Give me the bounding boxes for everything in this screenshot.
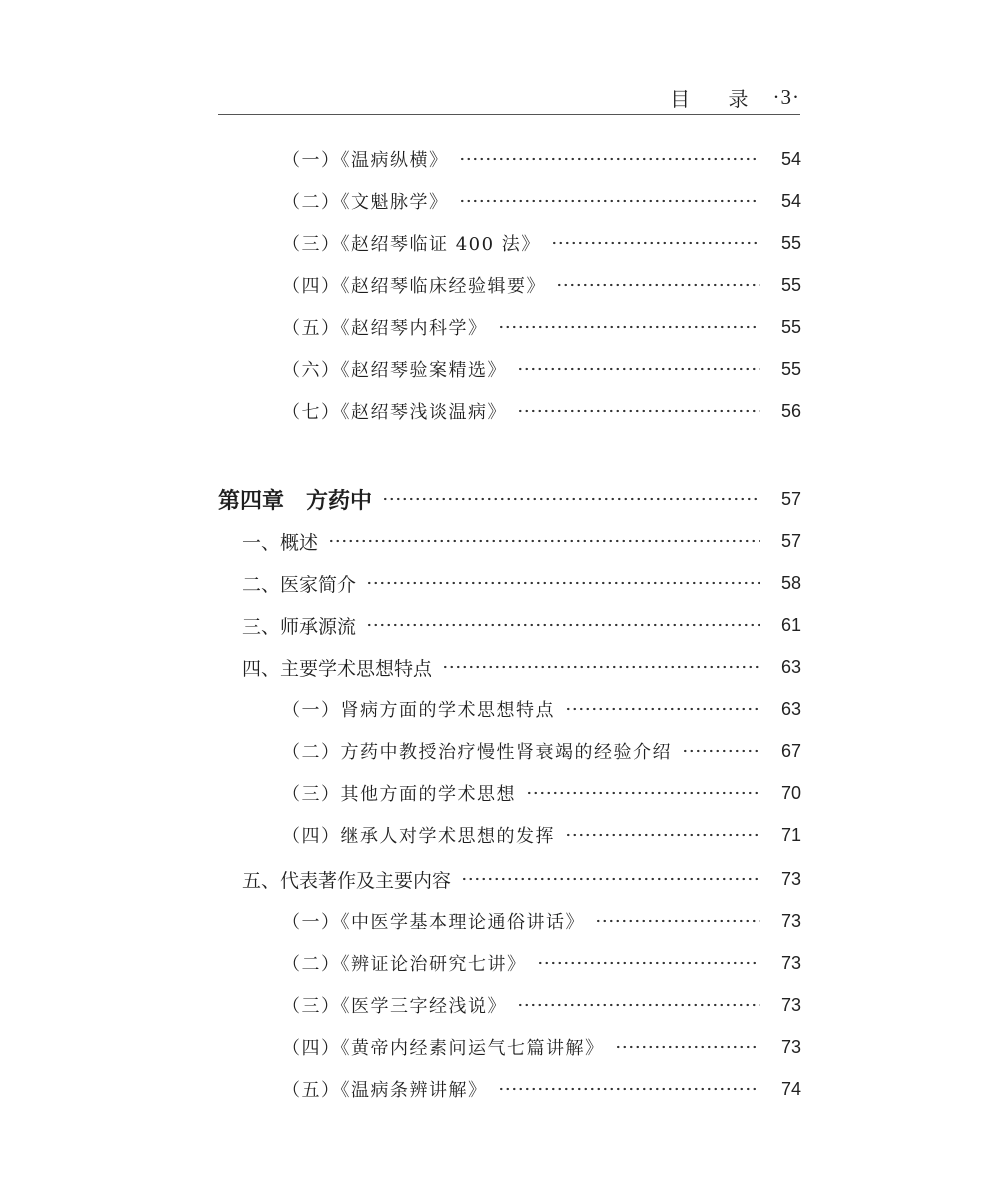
toc-entry-sub[interactable]: [0, 736, 1000, 766]
toc-entry-title: （三）《医学三字经浅说》: [282, 996, 507, 1017]
toc-entry-section[interactable]: [0, 526, 1000, 556]
dot-leader: [595, 919, 760, 923]
toc-entry-section[interactable]: [0, 652, 1000, 682]
dot-leader: [498, 325, 760, 329]
dot-leader: [382, 497, 760, 501]
toc-entry-title: 二、医家简介: [242, 573, 357, 596]
toc-entry-title: （一）《中医学基本理论通俗讲话》: [282, 912, 585, 933]
toc-entry-page: 58: [780, 572, 801, 593]
toc-entry-sub[interactable]: [0, 1074, 1000, 1104]
dot-leader: [556, 283, 760, 287]
toc-entry-title: （一）《温病纵横》: [282, 150, 449, 171]
dot-leader: [526, 791, 760, 795]
toc-entry-page: 55: [780, 316, 801, 337]
dot-leader: [459, 157, 760, 161]
toc-entry-section[interactable]: [0, 610, 1000, 640]
dot-leader: [551, 241, 760, 245]
toc-entry-sub[interactable]: [0, 354, 1000, 384]
dot-leader: [517, 409, 760, 413]
dot-leader: [537, 961, 760, 965]
dot-leader: [565, 833, 760, 837]
toc-entry-page: 61: [780, 614, 801, 635]
toc-entry-page: 56: [780, 400, 801, 421]
toc-entry-title: （二）方药中教授治疗慢性肾衰竭的经验介绍: [282, 742, 672, 763]
dot-leader: [517, 1003, 760, 1007]
toc-entry-sub[interactable]: [0, 270, 1000, 300]
dot-leader: [461, 877, 760, 881]
toc-entry-title: （二）《辨证论治研究七讲》: [282, 954, 527, 975]
toc-entry-title: （四）继承人对学术思想的发挥: [282, 826, 555, 847]
toc-entry-title: 五、代表著作及主要内容: [242, 869, 452, 892]
toc-entry-section[interactable]: [0, 864, 1000, 894]
toc-entry-title: 三、师承源流: [242, 615, 357, 638]
toc-entry-title: （四）《黄帝内经素问运气七篇讲解》: [282, 1038, 605, 1059]
dot-leader: [459, 199, 760, 203]
toc-entry-title: 四、主要学术思想特点: [242, 657, 433, 680]
toc-entry-page: 73: [780, 910, 801, 931]
toc-entry-sub[interactable]: [0, 990, 1000, 1020]
toc-entry-page: 63: [780, 698, 801, 719]
toc-entry-section[interactable]: [0, 568, 1000, 598]
toc-entry-page: 73: [780, 952, 801, 973]
toc-entry-sub[interactable]: [0, 694, 1000, 724]
dot-leader: [442, 665, 760, 669]
toc-entry-sub[interactable]: [0, 228, 1000, 258]
toc-entry-page: 55: [780, 232, 801, 253]
toc-entry-page: 71: [780, 824, 801, 845]
toc-entry-page: 55: [780, 274, 801, 295]
toc-entry-title: 第四章 方药中: [218, 488, 373, 514]
toc-entry-title: 一、概述: [242, 531, 319, 554]
dot-leader: [366, 623, 760, 627]
toc-entry-sub[interactable]: [0, 820, 1000, 850]
toc-entry-page: 67: [780, 740, 801, 761]
dot-leader: [682, 749, 760, 753]
toc-entry-page: 74: [780, 1078, 801, 1099]
toc-entry-page: 73: [780, 868, 801, 889]
toc-entry-title: （二）《文魁脉学》: [282, 192, 449, 213]
header-title: 目 录: [670, 86, 765, 111]
toc-entry-title: （五）《赵绍琴内科学》: [282, 318, 488, 339]
toc-entry-page: 54: [780, 190, 801, 211]
toc-entry-sub[interactable]: [0, 312, 1000, 342]
toc-entry-title: （六）《赵绍琴验案精选》: [282, 360, 507, 381]
toc-entry-page: 54: [780, 148, 801, 169]
toc-entry-sub[interactable]: [0, 144, 1000, 174]
toc-entry-chapter[interactable]: [0, 484, 1000, 514]
toc-entry-page: 73: [780, 1036, 801, 1057]
toc-entry-page: 63: [780, 656, 801, 677]
toc-entry-title: （三）其他方面的学术思想: [282, 784, 516, 805]
dot-leader: [498, 1087, 760, 1091]
dot-leader: [366, 581, 760, 585]
toc-entry-page: 73: [780, 994, 801, 1015]
toc-entry-sub[interactable]: [0, 906, 1000, 936]
toc-entry-title: （四）《赵绍琴临床经验辑要》: [282, 276, 546, 297]
toc-entry-title: （一）肾病方面的学术思想特点: [282, 700, 555, 721]
toc-entry-sub[interactable]: [0, 778, 1000, 808]
header-page-number: ·3·: [772, 84, 800, 109]
toc-entry-title: （三）《赵绍琴临证 400 法》: [282, 234, 541, 255]
toc-entry-page: 57: [780, 530, 801, 551]
dot-leader: [615, 1045, 760, 1049]
toc-entry-sub[interactable]: [0, 396, 1000, 426]
toc-entry-sub[interactable]: [0, 186, 1000, 216]
toc-entry-title: （七）《赵绍琴浅谈温病》: [282, 402, 507, 423]
dot-leader: [565, 707, 760, 711]
toc-entry-sub[interactable]: [0, 1032, 1000, 1062]
toc-entry-page: 55: [780, 358, 801, 379]
dot-leader: [517, 367, 760, 371]
dot-leader: [328, 539, 760, 543]
toc-entry-page: 70: [780, 782, 801, 803]
toc-entry-title: （五）《温病条辨讲解》: [282, 1080, 488, 1101]
toc-entry-page: 57: [780, 488, 801, 509]
toc-entry-sub[interactable]: [0, 948, 1000, 978]
